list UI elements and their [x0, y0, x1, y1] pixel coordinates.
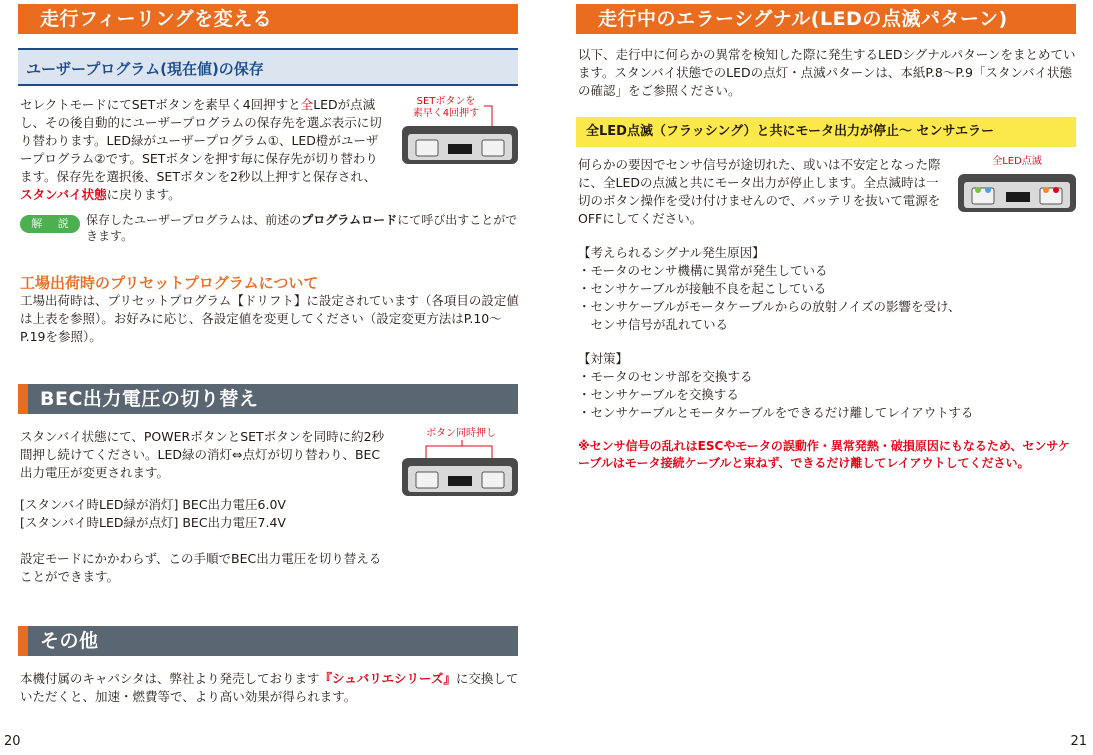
- device-callout-label: SETボタンを 素早く4回押す: [412, 96, 480, 119]
- sensor-error-highlight: 全LED点滅（フラッシング）と共にモータ出力が停止〜 センサエラー: [576, 117, 1076, 147]
- section-header-error-signal: [576, 4, 1076, 34]
- section-title: その他: [40, 630, 99, 652]
- caution-note: ※センサ信号の乱れはESCやモータの誤動作・異常発熱・破損原因にもなるため、センサケーブルはモータ接続ケーブルと束ねず、できるだけ離してレイアウトしてください。: [578, 439, 1070, 470]
- page-number: 21: [1070, 734, 1087, 749]
- bec-voltage-off: [スタンバイ時LED緑が消灯] BEC出力電圧6.0V: [20, 497, 286, 512]
- causes-title: 【考えられるシグナル発生原因】: [578, 245, 765, 260]
- other-body: 本機付属のキャパシタは、弊社より発売しております『シュバリエシリーズ』に交換していただくと、加速・燃費等で、より高い効果が得られます。: [20, 671, 519, 704]
- device-callout-label: ボタン同時押し: [426, 428, 496, 439]
- error-intro: 以下、走行中に何らかの異常を検知した際に発生するLEDシグナルパターンをまとめています。スタンバイ状態でのLEDの点灯・点滅パターンは、本紙P.8〜P.9「スタンバイ状態の確認」をご参照ください。: [578, 47, 1076, 98]
- subsection-title: ユーザープログラム(現在値)の保存: [26, 60, 264, 78]
- explanation-badge: 解 説: [20, 215, 80, 233]
- list-item: ・センサケーブルとモータケーブルをできるだけ離してレイアウトする: [578, 405, 974, 420]
- list-item: ・モータのセンサ部を交換する: [578, 369, 753, 384]
- bec-voltage-on: [スタンバイ時LED緑が点灯] BEC出力電圧7.4V: [20, 515, 286, 530]
- user-program-body: セレクトモードにてSETボタンを素早く4回押すと全LEDが点滅し、その後自動的にユーザープログラムの保存先を選ぶ表示に切り替わります。LED緑がユーザープログラム①、LED橙がユーザープログラム②です。SETボタンを押す毎に保存先が切り替わります。保存先を選択後、SETボタンを2秒以上押すと保存され、スタンバイ状態に戻ります。: [20, 97, 382, 202]
- section-title: 走行フィーリングを変える: [40, 8, 273, 30]
- list-item: ・モータのセンサ機構に異常が発生している: [578, 263, 828, 278]
- esc-device-illustration: [400, 428, 520, 500]
- measures-title: 【対策】: [578, 351, 629, 366]
- subsection-header-user-program: [18, 48, 518, 86]
- esc-device-illustration: [400, 96, 520, 168]
- list-item: ・センサケーブルが接触不良を起こしている: [578, 281, 827, 296]
- list-item: センサ信号が乱れている: [578, 317, 729, 332]
- section-header-other: [18, 626, 518, 656]
- list-item: ・センサケーブルを交換する: [578, 387, 739, 402]
- causes-list: [578, 244, 1078, 334]
- measures-list: [578, 350, 1078, 422]
- right-page: [546, 0, 1093, 755]
- bec-body: スタンバイ状態にて、POWERボタンとSETボタンを同時に約2秒間押し続けてください。LED緑の消灯⇔点灯が切り替わり、BEC出力電圧が変更されます。: [20, 429, 385, 480]
- left-page: [0, 0, 546, 755]
- explanation-text: 保存したユーザープログラムは、前述のプログラムロードにて呼び出すことができます。: [86, 213, 518, 243]
- page-number: 20: [4, 734, 21, 749]
- esc-device-illustration: [956, 166, 1078, 216]
- section-header-feeling: [18, 4, 518, 34]
- section-title: 走行中のエラーシグナル(LEDの点滅パターン): [598, 8, 1008, 30]
- list-item: ・センサケーブルがモータケーブルからの放射ノイズの影響を受け、: [578, 299, 961, 314]
- sensor-error-body: 何らかの要因でセンサ信号が途切れた、或いは不安定となった際に、全LEDの点滅と共にモータ出力が停止します。全点滅時は一切のボタン操作を受け付けませんので、バッテリを抜いて電源をOFFにしてください。: [578, 157, 941, 226]
- device-callout-label: 全LED点滅: [992, 156, 1042, 167]
- bec-note: 設定モードにかかわらず、この手順でBEC出力電圧を切り替えることができます。: [20, 551, 382, 584]
- section-title: BEC出力電圧の切り替え: [40, 388, 259, 410]
- section-header-bec: [18, 384, 518, 414]
- preset-body: 工場出荷時は、プリセットプログラム【ドリフト】に設定されています（各項目の設定値は上表を参照）。お好みに応じ、各設定値を変更してください（設定変更方法はP.10〜P.19を参照）。: [20, 293, 519, 344]
- preset-title: 工場出荷時のプリセットプログラムについて: [20, 274, 319, 292]
